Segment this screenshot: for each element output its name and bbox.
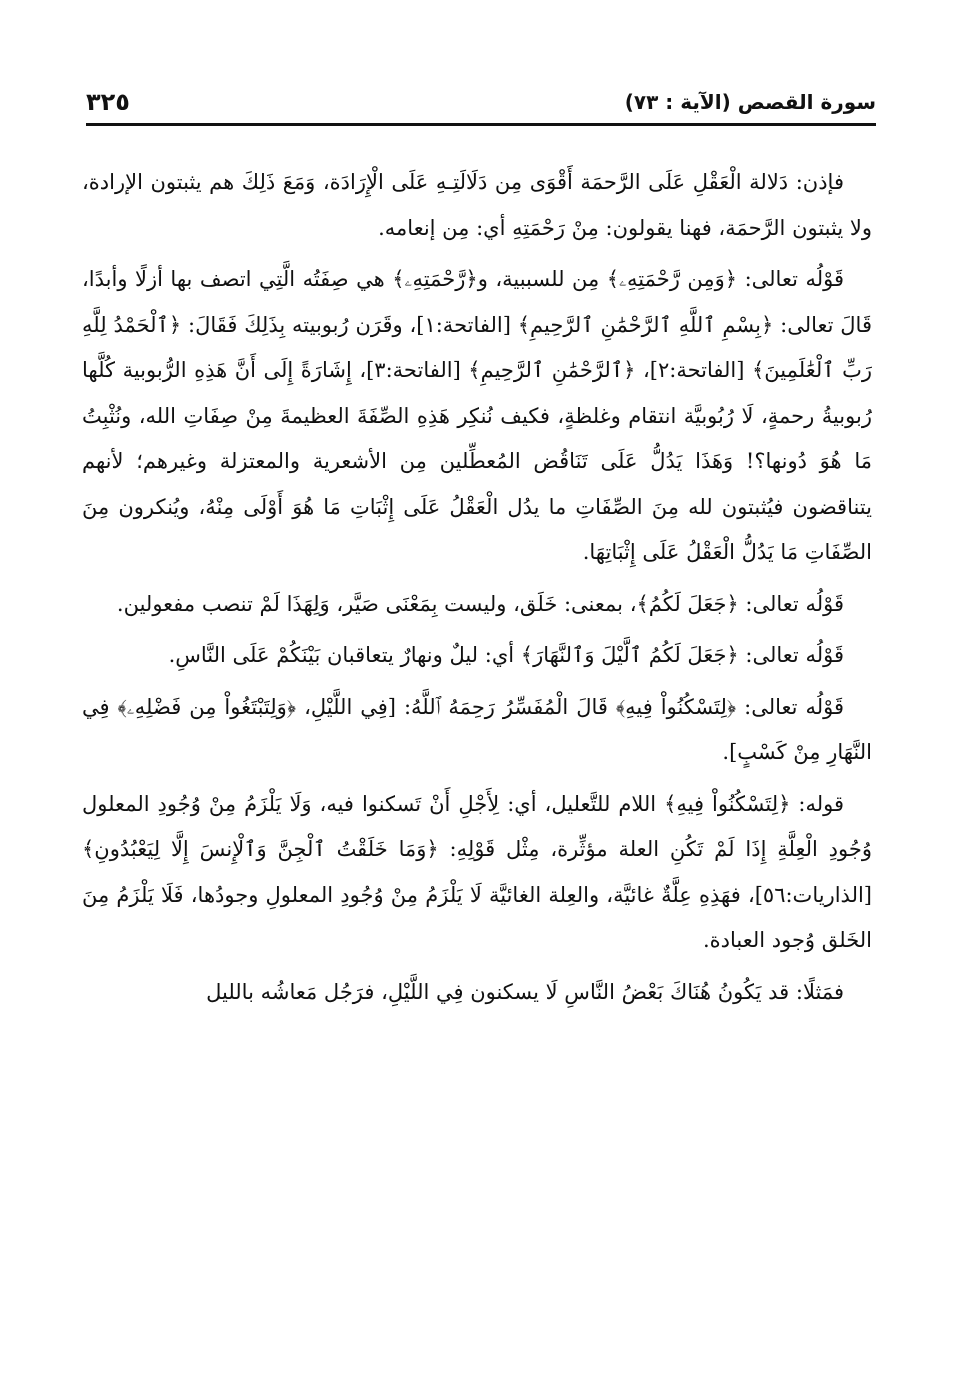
paragraph: فمَثلًا: قد يَكُونُ هُنَاكَ بَعْضُ النَّاسِ لَا يسكنون فِي اللَّيْلِ، فرَجُل مَعاشُه بالليل bbox=[206, 979, 844, 1004]
paragraph: فإذن: دَلالة الْعَقْلِ عَلَى الرَّحمَة أَقْوَى مِن دَلَالَتِـهِ عَلَى الْإِرَادَة، وَمَعَ ذَلِكَ هم يثبتون الإرادة، ولا يثبتون الرَّحمَة، فهنا يقولون: مِنْ رَحْمَتِهِ أي: مِن إنعامه. bbox=[82, 170, 872, 240]
header-rule bbox=[86, 123, 876, 126]
page-body bbox=[82, 160, 872, 1021]
running-title: سورة القصص (الآية : ٧٣) bbox=[624, 90, 876, 114]
paragraph: قَوْلُه تعالى: ﴿لِتَسْكُنُواْ فِيهِ﴾ قَالَ الْمُفَسِّرُ رَحِمَهُ ٱللَّهُ: [فِي اللَّيْلِ، ﴿وَلِتَبْتَغُواْ مِن فَضْلِهِۦ﴾ فِي النَّهَارِ مِنْ كَسْبٍ]. bbox=[82, 694, 872, 764]
page-number: ٣٢٥ bbox=[86, 88, 130, 116]
page-header bbox=[86, 86, 876, 122]
paragraph: قوله: ﴿لِتَسْكُنُواْ فِيهِ﴾ اللام للتَّعليل، أي: لِأَجْلِ أَنْ تَسكنوا فيه، وَلَا يَلْزَمُ مِنْ وُجُودِ المعلول وُجُودِ الْعِلَّةِ إِذَا لَمْ تَكُنِ العلة مؤثِّرة، مِثْل قَوْلِهِ: ﴿وَمَا خَلَقْتُ ٱلْجِنَّ وَٱلْإِنسَ إِلَّا لِيَعْبُدُونِ﴾ [الذاريات:٥٦]، فهَذِهِ عِلَّةٌ غائيَّة، والعِلة الغائيَّة لَا يَلْزَمُ مِنْ وُجُودِ المعلولِ وجودُها، فَلَا يَلْزَمُ مِنَ الخَلق وُجود العبادة. bbox=[82, 791, 872, 952]
paragraph: قَوْلُه تعالى: ﴿جَعَلَ لَكُمُ﴾، بمعنى: خَلَق، وليست بِمَعْنَى صَيَّر، وَلِهَذَا لَمْ تنصب مفعولين. bbox=[116, 591, 844, 616]
paragraph: قَوْلُه تعالى: ﴿وَمِن رَّحْمَتِهِۦ﴾ مِن للسببية، و﴿رَّحْمَتِهِۦ﴾ هي صِفَتُه الَّتِي اتصف بها أزلًا وأبدًا، قَالَ تعالى: ﴿بِسْمِ ٱللَّهِ ٱلرَّحْمَٰنِ ٱلرَّحِيمِ﴾ [الفاتحة:١]، وقَرَن رُبوبيته بِذَلِكَ فَقَالَ: ﴿ٱلْحَمْدُ لِلَّهِ رَبِّ ٱلْعَٰلَمِينَ﴾ [الفاتحة:٢]، ﴿ٱلرَّحْمَٰنِ ٱلرَّحِيمِ﴾ [الفاتحة:٣]، إِشَارَةً إِلَى أَنَّ هَذِهِ الرُّبوبية كُلَّها رُبوبيةُ رحمةٍ، لَا رُبُوبيَّة انتقام وغلظةٍ، فكيف نُنكِر هَذِهِ الصِّفَةَ العظيمةَ مِنْ صِفَاتِ الله، ونُثْبِتُ مَا هُوَ دُونها؟! وَهَذَا يَدُلُّ عَلَى تَنَاقُض المُعطِّلين مِن الأشعرية والمعتزلة وغيرهم؛ لأنهم يتناقضون فيُثبتون لله مِنَ الصِّفَاتِ ما يدُل الْعَقْلُ عَلَى إِثْبَاتِ مَا هُوَ أَوْلَى مِنْهُ، ويُنكرون مِنَ الصِّفَاتِ مَا يَدُلُّ الْعَقْلُ عَلَى إِثْبَاتِهَا. bbox=[82, 267, 872, 564]
paragraph: قَوْلُه تعالى: ﴿جَعَلَ لَكُمُ ٱلَّيْلَ وَٱلنَّهَارَ﴾ أي: ليلٌ ونهارٌ يتعاقبان بَيْنَكُمْ عَلَى النَّاسِ. bbox=[168, 643, 844, 667]
